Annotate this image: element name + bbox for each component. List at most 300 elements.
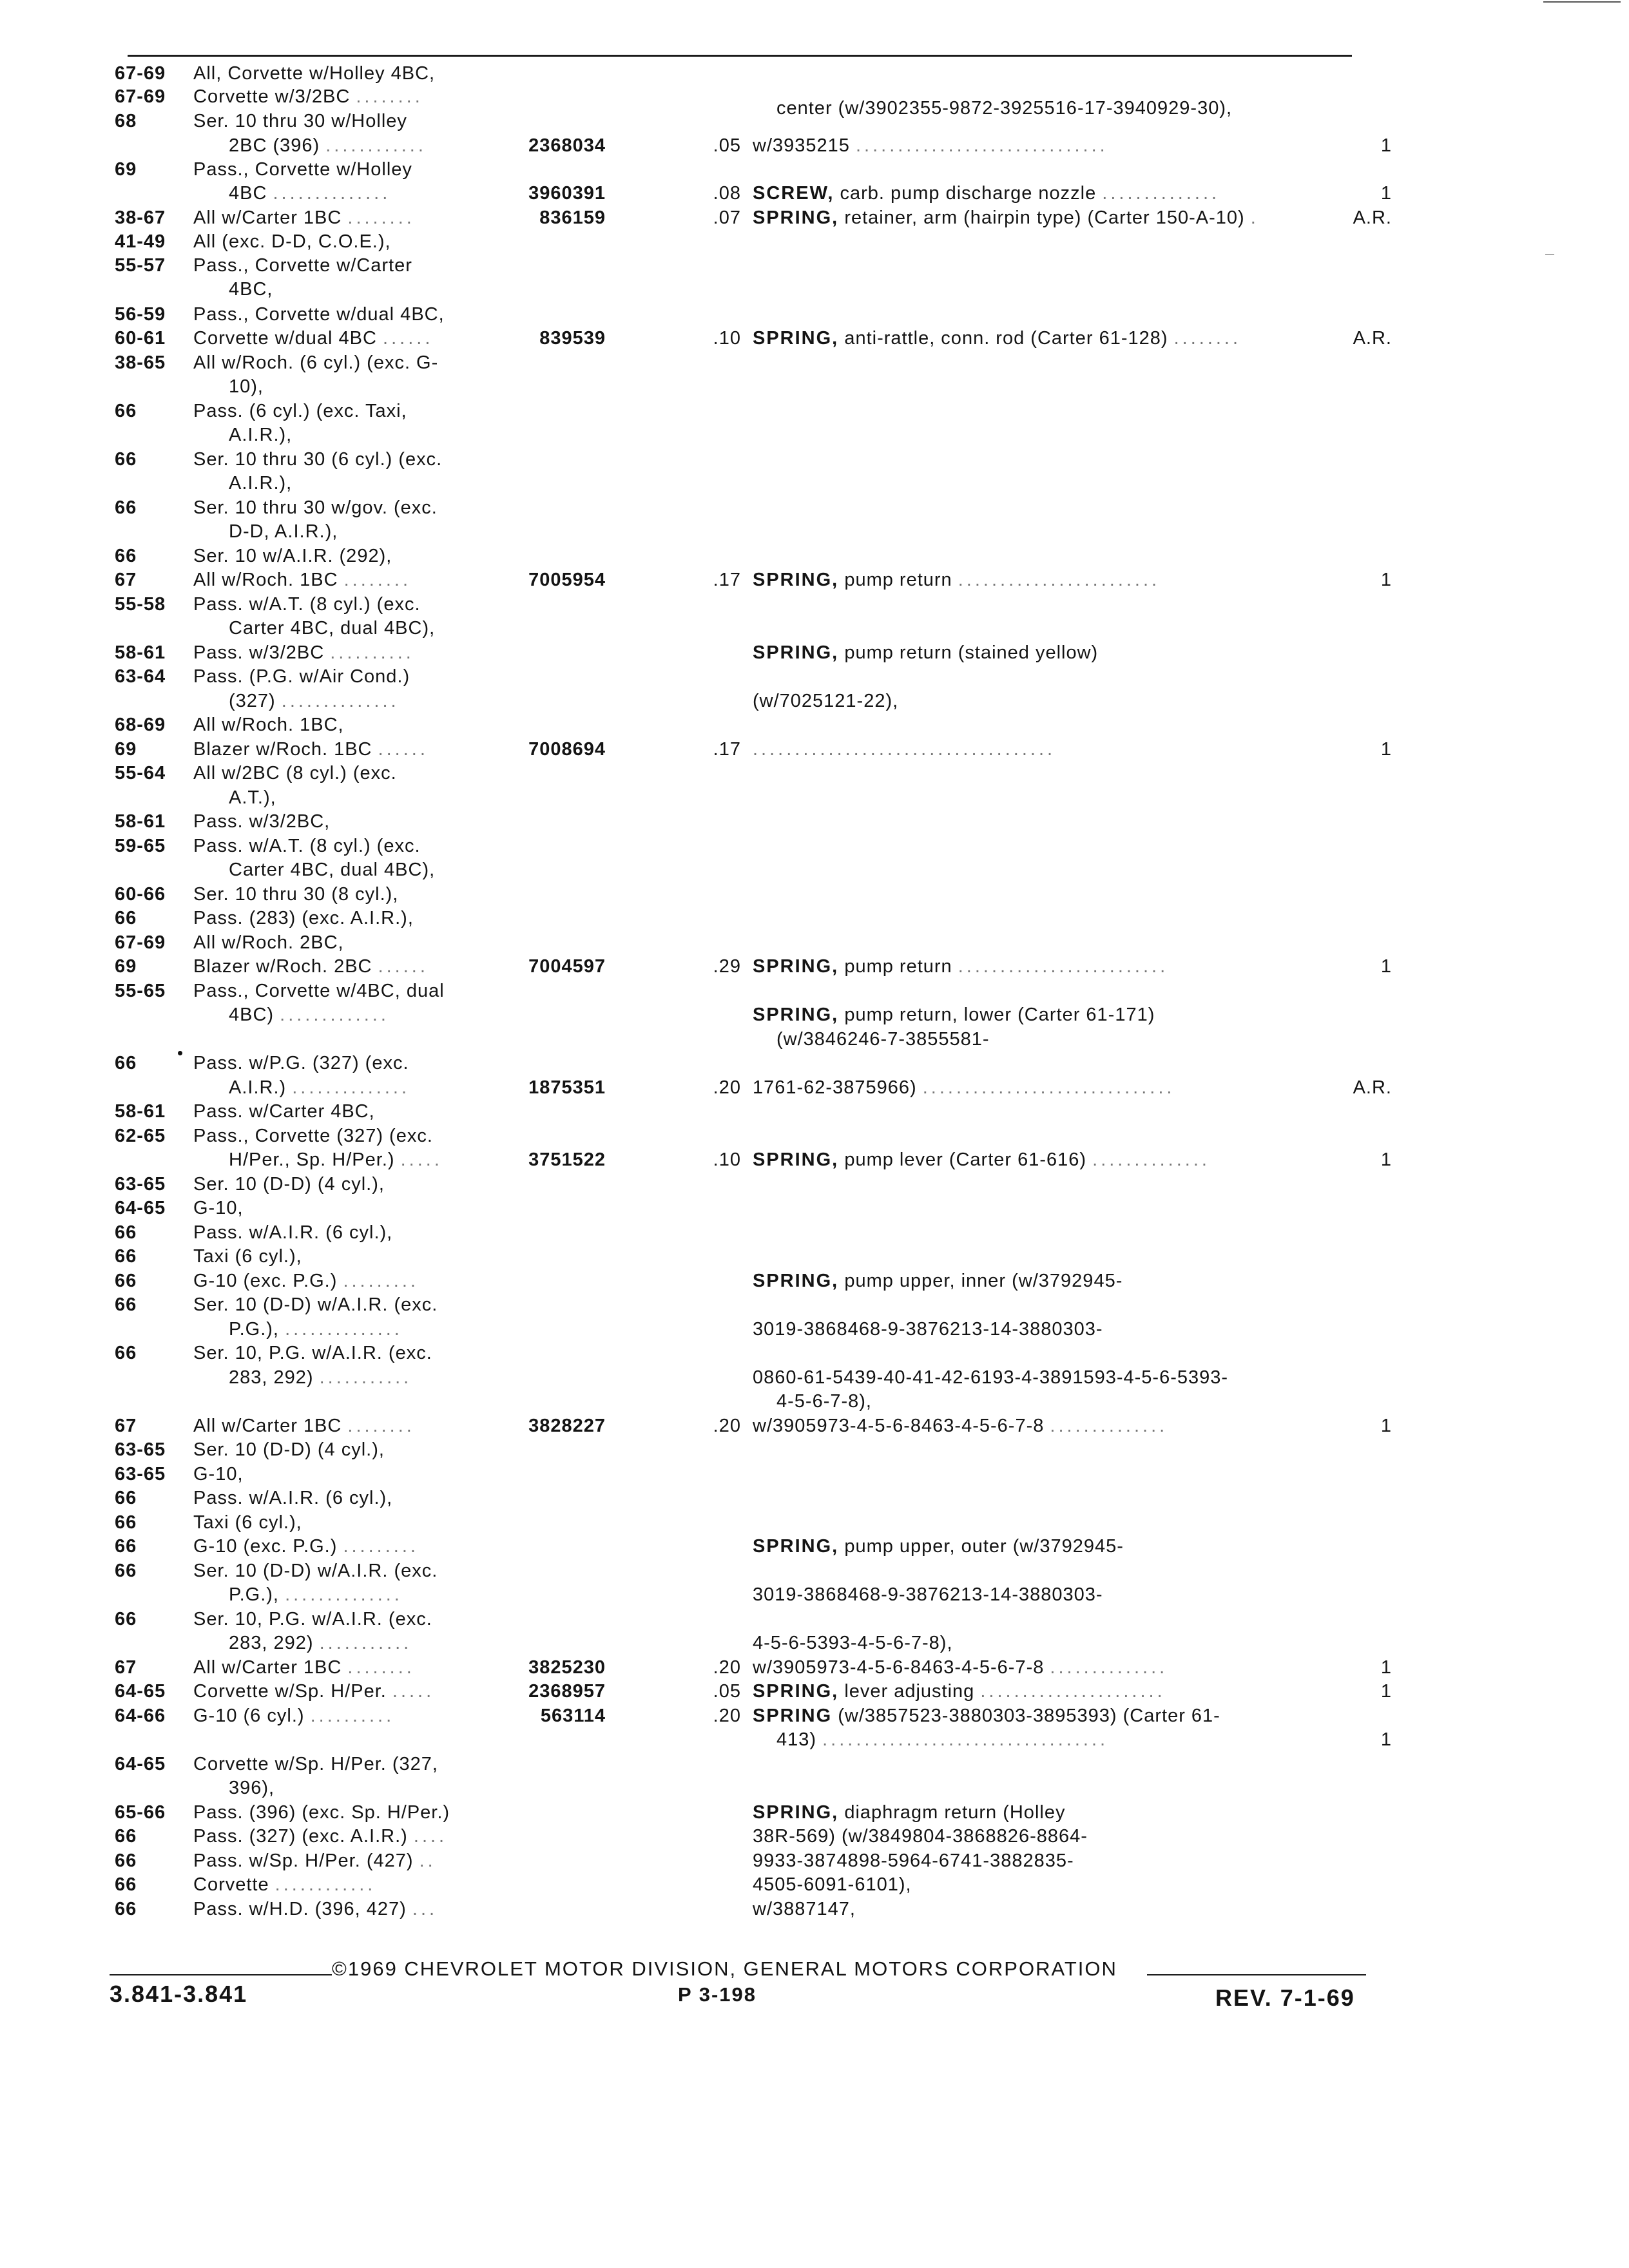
- model-years: 64-65: [115, 1198, 166, 1218]
- application: Ser. 10 thru 30 w/gov. (exc.: [193, 497, 438, 518]
- leader-dots: ..............................: [855, 135, 1108, 156]
- parts-row: [0, 351, 1629, 374]
- part-name: SPRING,: [753, 1536, 839, 1557]
- leader-dots: ..............................: [922, 1077, 1175, 1098]
- parts-row: [0, 834, 1629, 858]
- parts-row: [0, 1124, 1629, 1148]
- part-description: SPRING, diaphragm return (Holley: [753, 1802, 1066, 1823]
- leader-dots: ...........: [319, 1633, 412, 1653]
- parts-row: [0, 1583, 1629, 1606]
- leader-dots: ..............: [273, 183, 391, 204]
- model-years: 67: [115, 1657, 137, 1678]
- parts-row: [0, 303, 1629, 326]
- parts-row: [0, 1052, 1629, 1075]
- price: .20: [713, 1657, 741, 1678]
- parts-row: [0, 1293, 1629, 1316]
- model-years: 41-49: [115, 231, 166, 252]
- application: Pass. (327) (exc. A.I.R.) ....: [193, 1826, 448, 1847]
- part-number: 839539: [539, 328, 606, 349]
- parts-row: [0, 1221, 1629, 1244]
- parts-row: [0, 399, 1629, 423]
- part-description: w/3905973-4-5-6-8463-4-5-6-7-8 ..............: [753, 1416, 1168, 1436]
- application: Pass., Corvette w/Holley: [193, 159, 412, 180]
- application: Ser. 10 thru 30 (6 cyl.) (exc.: [193, 449, 443, 470]
- model-years: 65-66: [115, 1802, 166, 1823]
- application: Pass. w/H.D. (396, 427) ...: [193, 1899, 438, 1919]
- application: Taxi (6 cyl.),: [193, 1512, 302, 1533]
- leader-dots: ........: [347, 207, 415, 228]
- application: Corvette w/dual 4BC ......: [193, 328, 434, 349]
- model-years: 67: [115, 570, 137, 590]
- parts-row: [0, 1196, 1629, 1220]
- parts-row: [0, 568, 1629, 591]
- part-description: center (w/3902355-9872-3925516-17-3940929-30),: [776, 98, 1233, 119]
- part-name: SPRING,: [753, 1149, 839, 1170]
- leader-dots: ........: [343, 570, 412, 590]
- parts-row: [0, 1148, 1629, 1171]
- model-years: 58-61: [115, 811, 166, 832]
- parts-row: [0, 448, 1629, 471]
- quantity: A.R.: [1353, 328, 1392, 349]
- application: All w/Roch. 2BC,: [193, 932, 344, 953]
- application: Ser. 10 w/A.I.R. (292),: [193, 546, 392, 566]
- model-years: 66: [115, 1536, 137, 1557]
- part-number: 3825230: [528, 1657, 606, 1678]
- leader-dots: ..................................: [822, 1729, 1109, 1750]
- part-description: SPRING, retainer, arm (hairpin type) (Carter 150-A-10) .: [753, 207, 1259, 228]
- application: A.I.R.),: [229, 473, 293, 494]
- part-description: SPRING, pump lever (Carter 61-616) ..............: [753, 1149, 1210, 1170]
- application: Pass. w/3/2BC,: [193, 811, 331, 832]
- application: Taxi (6 cyl.),: [193, 1246, 302, 1267]
- leader-dots: ..............: [1050, 1416, 1168, 1436]
- model-years: 67-69: [115, 932, 166, 953]
- model-years: 66: [115, 1512, 137, 1533]
- parts-row: [0, 62, 1629, 85]
- model-years: 64-66: [115, 1706, 166, 1726]
- parts-row: [0, 858, 1629, 881]
- model-years: 56-59: [115, 304, 166, 325]
- part-number: 1875351: [528, 1077, 606, 1098]
- footer-rule-left: [110, 1974, 332, 1975]
- parts-row: [0, 786, 1629, 809]
- parts-row: [0, 278, 1629, 301]
- application: Ser. 10 thru 30 w/Holley: [193, 111, 407, 131]
- leader-dots: ..............: [1092, 1149, 1210, 1170]
- model-years: 67-69: [115, 86, 166, 107]
- quantity: A.R.: [1353, 207, 1392, 228]
- part-name: SPRING,: [753, 956, 839, 977]
- leader-dots: .........: [343, 1536, 419, 1557]
- part-description: 38R-569) (w/3849804-3868826-8864-: [753, 1826, 1088, 1847]
- application: 283, 292) ...........: [229, 1633, 412, 1653]
- model-years: 66: [115, 546, 137, 566]
- part-name: SPRING,: [753, 1802, 839, 1823]
- model-years: 66: [115, 401, 137, 421]
- part-description: SPRING (w/3857523-3880303-3895393) (Carter 61-: [753, 1706, 1220, 1726]
- application: All w/Roch. 1BC,: [193, 715, 344, 735]
- leader-dots: ..............: [292, 1077, 410, 1098]
- part-name: SPRING,: [753, 1681, 839, 1702]
- model-years: 66: [115, 1343, 137, 1363]
- part-name: SPRING,: [753, 642, 839, 663]
- parts-row: [0, 206, 1629, 229]
- parts-row: [0, 1776, 1629, 1800]
- model-years: 68-69: [115, 715, 166, 735]
- part-description: [753, 738, 1055, 761]
- part-name: SPRING: [753, 1706, 833, 1726]
- parts-row: [0, 1753, 1629, 1776]
- copyright-notice: ©1969 CHEVROLET MOTOR DIVISION, GENERAL MOTORS CORPORATION: [332, 1957, 1117, 1980]
- application: Pass., Corvette w/Carter: [193, 255, 412, 276]
- model-years: 66: [115, 1271, 137, 1291]
- model-years: 66: [115, 1294, 137, 1315]
- parts-row: [0, 1486, 1629, 1510]
- application: Pass., Corvette w/dual 4BC,: [193, 304, 445, 325]
- application: Ser. 10 thru 30 (8 cyl.),: [193, 884, 399, 905]
- application: All w/Carter 1BC ........: [193, 207, 415, 228]
- part-description: w/3935215 ..............................: [753, 135, 1108, 156]
- parts-row: [0, 738, 1629, 761]
- parts-row: [0, 423, 1629, 447]
- leader-dots: ...........: [319, 1367, 412, 1388]
- price: .29: [713, 956, 741, 977]
- section-number: 3.841-3.841: [110, 1981, 248, 2007]
- application: G-10,: [193, 1198, 244, 1218]
- model-years: 55-64: [115, 763, 166, 783]
- parts-row: [0, 593, 1629, 616]
- parts-row: [0, 1511, 1629, 1534]
- leader-dots: ........: [347, 1416, 415, 1436]
- leader-dots: .....: [400, 1149, 443, 1170]
- application: Ser. 10 (D-D) w/A.I.R. (exc.: [193, 1561, 438, 1581]
- quantity: A.R.: [1353, 1077, 1392, 1098]
- application: All w/2BC (8 cyl.) (exc.: [193, 763, 397, 783]
- parts-row: [0, 1028, 1629, 1051]
- part-description: SPRING, pump upper, outer (w/3792945-: [753, 1536, 1124, 1557]
- model-years: 55-58: [115, 594, 166, 615]
- parts-row: [0, 327, 1629, 350]
- parts-row: [0, 1245, 1629, 1268]
- model-years: 67: [115, 1416, 137, 1436]
- revision-date: REV. 7-1-69: [1215, 1984, 1355, 2011]
- part-description: 1761-62-3875966) ..............................: [753, 1077, 1175, 1098]
- leader-dots: ........: [347, 1657, 415, 1678]
- parts-row: [0, 1873, 1629, 1896]
- part-description: SPRING, pump upper, inner (w/3792945-: [753, 1271, 1123, 1291]
- quantity: 1: [1380, 739, 1392, 760]
- parts-row: [0, 762, 1629, 785]
- price: .10: [713, 1149, 741, 1170]
- application: Pass. w/Carter 4BC,: [193, 1101, 375, 1122]
- model-years: 69: [115, 739, 137, 760]
- part-description: 3019-3868468-9-3876213-14-3880303-: [753, 1319, 1103, 1340]
- price: .20: [713, 1706, 741, 1726]
- leader-dots: ..............: [281, 691, 400, 711]
- part-number: 2368957: [528, 1681, 606, 1702]
- leader-dots: ......: [378, 956, 429, 977]
- model-years: 62-65: [115, 1126, 166, 1146]
- leader-dots: .....: [392, 1681, 435, 1702]
- model-years: 66: [115, 1488, 137, 1508]
- part-number: 3960391: [528, 183, 606, 204]
- application: Corvette w/Sp. H/Per. (327,: [193, 1754, 438, 1774]
- model-years: 60-66: [115, 884, 166, 905]
- part-description: 4-5-6-5393-4-5-6-7-8),: [753, 1633, 953, 1653]
- part-description: 4505-6091-6101),: [753, 1874, 912, 1895]
- application: G-10 (exc. P.G.) .........: [193, 1536, 419, 1557]
- part-number: 563114: [540, 1706, 606, 1726]
- model-years: 64-65: [115, 1754, 166, 1774]
- application: All w/Roch. 1BC ........: [193, 570, 412, 590]
- leader-dots: ..............: [285, 1584, 403, 1605]
- application: All (exc. D-D, C.O.E.),: [193, 231, 391, 252]
- parts-row: [0, 1269, 1629, 1293]
- parts-row: [0, 1003, 1629, 1026]
- application: Carter 4BC, dual 4BC),: [229, 860, 436, 880]
- parts-row: [0, 182, 1629, 205]
- parts-row: [0, 110, 1629, 133]
- leader-dots: ..: [419, 1850, 436, 1871]
- model-years: 67-69: [115, 63, 166, 84]
- application: Pass. w/3/2BC ..........: [193, 642, 414, 663]
- model-years: 63-65: [115, 1174, 166, 1195]
- part-name: SPRING,: [753, 328, 839, 349]
- price: .20: [713, 1416, 741, 1436]
- model-years: 66: [115, 1222, 137, 1243]
- application: Pass. (283) (exc. A.I.R.),: [193, 908, 414, 928]
- leader-dots: ........: [1173, 328, 1242, 349]
- parts-row: [0, 1463, 1629, 1486]
- parts-row: [0, 254, 1629, 277]
- quantity: 1: [1380, 183, 1392, 204]
- model-years: 69: [115, 956, 137, 977]
- application: Pass. w/A.I.R. (6 cyl.),: [193, 1488, 393, 1508]
- part-description: SPRING, pump return, lower (Carter 61-171): [753, 1004, 1155, 1025]
- parts-row: [0, 1608, 1629, 1631]
- application: G-10 (exc. P.G.) .........: [193, 1271, 419, 1291]
- parts-row: [0, 1656, 1629, 1679]
- leader-dots: .........................: [958, 956, 1169, 977]
- application: Carter 4BC, dual 4BC),: [229, 618, 436, 639]
- parts-row: [0, 1390, 1629, 1413]
- application: Blazer w/Roch. 1BC ......: [193, 739, 429, 760]
- parts-row: [0, 1680, 1629, 1703]
- parts-row: [0, 520, 1629, 543]
- parts-row: [0, 907, 1629, 930]
- application: 4BC,: [229, 279, 273, 300]
- application: Ser. 10 (D-D) w/A.I.R. (exc.: [193, 1294, 438, 1315]
- application: Pass. w/A.I.R. (6 cyl.),: [193, 1222, 393, 1243]
- application: Ser. 10 (D-D) (4 cyl.),: [193, 1174, 385, 1195]
- parts-row: [0, 810, 1629, 833]
- parts-row: [0, 472, 1629, 495]
- application: Pass. (P.G. w/Air Cond.): [193, 666, 410, 687]
- parts-row: [0, 617, 1629, 640]
- price: .08: [713, 183, 741, 204]
- leader-dots: .: [1250, 207, 1259, 228]
- parts-row: [0, 1414, 1629, 1437]
- part-description: SCREW, carb. pump discharge nozzle ..............: [753, 183, 1220, 204]
- price: .07: [713, 207, 741, 228]
- leader-dots: ......................: [980, 1681, 1166, 1702]
- parts-row: [0, 1631, 1629, 1655]
- leader-dots: ....: [413, 1826, 448, 1847]
- model-years: 66: [115, 1246, 137, 1267]
- application: Ser. 10 (D-D) (4 cyl.),: [193, 1439, 385, 1460]
- part-name: SPRING,: [753, 570, 839, 590]
- parts-row: [0, 1825, 1629, 1848]
- quantity: 1: [1380, 1729, 1392, 1750]
- leader-dots: ..........: [330, 642, 414, 663]
- price: .17: [713, 739, 741, 760]
- leader-dots: ..............: [285, 1319, 403, 1340]
- price: .10: [713, 328, 741, 349]
- part-description: w/3887147,: [753, 1899, 856, 1919]
- application: Pass., Corvette w/4BC, dual: [193, 981, 445, 1001]
- model-years: 63-65: [115, 1439, 166, 1460]
- leader-dots: ..............: [1102, 183, 1220, 204]
- parts-row: [0, 883, 1629, 906]
- leader-dots: ......: [383, 328, 434, 349]
- parts-row: [0, 955, 1629, 978]
- part-description: 0860-61-5439-40-41-42-6193-4-3891593-4-5-6-5393-: [753, 1367, 1229, 1388]
- model-years: 66: [115, 1899, 137, 1919]
- application: G-10 (6 cyl.) ..........: [193, 1706, 395, 1726]
- parts-row: [0, 1100, 1629, 1123]
- model-years: 66: [115, 1874, 137, 1895]
- application: 283, 292) ...........: [229, 1367, 412, 1388]
- application: All, Corvette w/Holley 4BC,: [193, 63, 436, 84]
- price: .05: [713, 1681, 741, 1702]
- model-years: 63-65: [115, 1464, 166, 1485]
- application: Pass., Corvette (327) (exc.: [193, 1126, 433, 1146]
- part-number: 7005954: [528, 570, 606, 590]
- leader-dots: ............: [275, 1874, 376, 1895]
- application: Blazer w/Roch. 2BC ......: [193, 956, 429, 977]
- model-years: 66: [115, 1053, 137, 1073]
- parts-row: [0, 1559, 1629, 1582]
- part-description: 3019-3868468-9-3876213-14-3880303-: [753, 1584, 1103, 1605]
- part-name: SCREW,: [753, 183, 834, 204]
- price: .20: [713, 1077, 741, 1098]
- parts-row: [0, 689, 1629, 713]
- model-years: 66: [115, 449, 137, 470]
- part-description: 4-5-6-7-8),: [776, 1391, 872, 1412]
- part-description: (w/3846246-7-3855581-: [776, 1029, 990, 1050]
- quantity: 1: [1380, 1657, 1392, 1678]
- application: A.I.R.),: [229, 425, 293, 445]
- part-name: SPRING,: [753, 1004, 839, 1025]
- parts-row: [0, 496, 1629, 519]
- parts-row: [0, 134, 1629, 157]
- application: A.I.R.) ..............: [229, 1077, 410, 1098]
- part-description: 9933-3874898-5964-6741-3882835-: [753, 1850, 1074, 1871]
- application: All w/Carter 1BC ........: [193, 1416, 415, 1436]
- parts-row: [0, 1173, 1629, 1196]
- model-years: 66: [115, 1609, 137, 1629]
- application: 4BC) .............: [229, 1004, 389, 1025]
- parts-row: [0, 1366, 1629, 1389]
- parts-row: [0, 1898, 1629, 1921]
- model-years: 38-65: [115, 352, 166, 373]
- application: All w/Carter 1BC ........: [193, 1657, 415, 1678]
- header-rule: [128, 55, 1352, 57]
- leader-dots: ......: [378, 739, 429, 760]
- part-description: w/3905973-4-5-6-8463-4-5-6-7-8 ..............: [753, 1657, 1168, 1678]
- part-description: SPRING, pump return (stained yellow): [753, 642, 1099, 663]
- parts-row: [0, 544, 1629, 568]
- corner-rule: [1543, 1, 1621, 3]
- parts-row: [0, 1849, 1629, 1872]
- quantity: 1: [1380, 1416, 1392, 1436]
- application: Pass. (396) (exc. Sp. H/Per.): [193, 1802, 450, 1823]
- part-number: 7008694: [528, 739, 606, 760]
- leader-dots: ............: [325, 135, 427, 156]
- model-years: 60-61: [115, 328, 166, 349]
- model-years: 55-65: [115, 981, 166, 1001]
- parts-row: [0, 1341, 1629, 1365]
- application: G-10,: [193, 1464, 244, 1485]
- parts-row: [0, 641, 1629, 664]
- leader-dots: ........: [356, 86, 423, 107]
- leader-dots: ....................................: [753, 739, 1056, 760]
- application: Pass. (6 cyl.) (exc. Taxi,: [193, 401, 407, 421]
- model-years: 38-67: [115, 207, 166, 228]
- price: .05: [713, 135, 741, 156]
- parts-row: [0, 1318, 1629, 1341]
- parts-row: [0, 1438, 1629, 1461]
- application: Corvette w/3/2BC ........: [193, 86, 423, 107]
- part-description: SPRING, lever adjusting ......................: [753, 1681, 1166, 1702]
- quantity: 1: [1380, 1149, 1392, 1170]
- application: Pass. w/P.G. (327) (exc.: [193, 1053, 409, 1073]
- part-name: SPRING,: [753, 207, 839, 228]
- part-description: SPRING, anti-rattle, conn. rod (Carter 61-128) ........: [753, 328, 1242, 349]
- leader-dots: .........: [343, 1271, 419, 1291]
- application: (327) ..............: [229, 691, 400, 711]
- part-description: (w/7025121-22),: [753, 691, 899, 711]
- application: Corvette ............: [193, 1874, 376, 1895]
- model-years: 58-61: [115, 1101, 166, 1122]
- leader-dots: .............: [280, 1004, 389, 1025]
- model-years: 68: [115, 111, 137, 131]
- parts-row: [0, 1728, 1629, 1751]
- application: 10),: [229, 376, 264, 397]
- part-description: 413) ..................................: [776, 1729, 1109, 1750]
- model-years: 59-65: [115, 836, 166, 856]
- leader-dots: ...: [412, 1899, 438, 1919]
- page-number: P 3-198: [678, 1983, 757, 2006]
- application: P.G.), ..............: [229, 1319, 403, 1340]
- quantity: 1: [1380, 956, 1392, 977]
- quantity: 1: [1380, 135, 1392, 156]
- application: P.G.), ..............: [229, 1584, 403, 1605]
- parts-row: [0, 230, 1629, 253]
- parts-row: [0, 1535, 1629, 1558]
- application: 396),: [229, 1778, 275, 1798]
- part-description: SPRING, pump return ........................: [753, 570, 1161, 590]
- parts-row: [0, 1801, 1629, 1824]
- model-years: 66: [115, 497, 137, 518]
- parts-row: [0, 158, 1629, 181]
- model-years: 66: [115, 1850, 137, 1871]
- application: D-D, A.I.R.),: [229, 521, 338, 542]
- application: Pass. w/A.T. (8 cyl.) (exc.: [193, 836, 421, 856]
- application: Ser. 10, P.G. w/A.I.R. (exc.: [193, 1609, 432, 1629]
- parts-row: [0, 1704, 1629, 1727]
- application: All w/Roch. (6 cyl.) (exc. G-: [193, 352, 439, 373]
